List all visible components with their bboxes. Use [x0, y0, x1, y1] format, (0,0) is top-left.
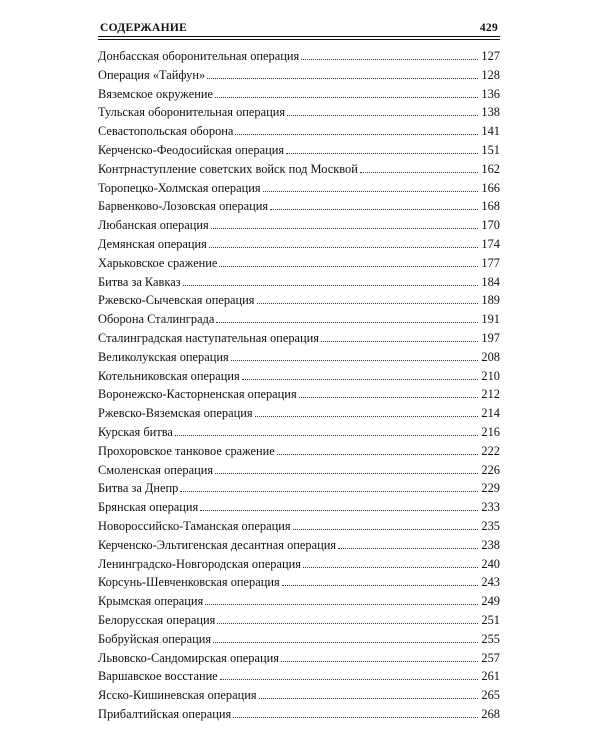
toc-dot-leader	[211, 228, 478, 229]
toc-entry	[98, 611, 500, 630]
toc-entry	[98, 367, 500, 386]
toc-entry	[98, 103, 500, 122]
toc-entry	[98, 404, 500, 423]
toc-entry-title: Керченско-Эльтигенская десантная операция	[98, 537, 337, 552]
toc-entry-page: 238	[481, 537, 500, 552]
toc-entry-page: 240	[481, 556, 500, 571]
toc-dot-leader	[215, 97, 478, 98]
toc-entry	[98, 179, 500, 198]
toc-entry-page: 138	[481, 105, 500, 120]
toc-entry	[98, 479, 500, 498]
toc-entry-page: 257	[481, 650, 500, 665]
toc-entry	[98, 85, 500, 104]
toc-entry	[98, 630, 500, 649]
toc-entry-page: 235	[481, 518, 500, 533]
toc-entry-page: 226	[481, 462, 500, 477]
toc-dot-leader	[175, 435, 478, 436]
toc-entry-page: 174	[481, 236, 500, 251]
toc-entry-title: Белорусская операция	[98, 612, 216, 627]
toc-entry-title: Вяземское окружение	[98, 86, 213, 101]
toc-entry-page: 151	[481, 142, 500, 157]
running-header	[98, 16, 500, 34]
toc-entry-page: 141	[481, 124, 500, 139]
toc-dot-leader	[321, 341, 478, 342]
toc-entry-page: 177	[481, 255, 500, 270]
toc-entry-title: Ленинградско-Новгородская операция	[98, 556, 301, 571]
toc-entry-title: Донбасская оборонительная операция	[98, 49, 300, 63]
toc-dot-leader	[338, 548, 478, 549]
toc-entry	[98, 160, 500, 179]
toc-dot-leader	[263, 191, 478, 192]
toc-entry-title: Воронежско-Касторненская операция	[98, 387, 297, 402]
toc-entry-page: 216	[481, 424, 500, 439]
toc-entry-title: Демянская операция	[98, 236, 207, 251]
toc-dot-leader	[180, 491, 478, 492]
toc-entry-page: 189	[481, 293, 500, 308]
toc-entry	[98, 216, 500, 235]
toc-entry-page: 214	[481, 406, 500, 421]
header-title: СОДЕРЖАНИЕ	[100, 22, 188, 34]
toc-dot-leader	[282, 585, 478, 586]
toc-entry	[98, 686, 500, 705]
toc-dot-leader	[301, 59, 478, 60]
toc-entry-title: Великолукская операция	[98, 349, 229, 364]
toc-entry-title: Любанская операция	[98, 218, 209, 233]
toc-entry-title: Тульская оборонительная операция	[98, 105, 286, 120]
toc-entry-title: Оборона Сталинграда	[98, 312, 215, 327]
toc-dot-leader	[293, 529, 478, 530]
toc-entry-page: 233	[481, 500, 500, 515]
toc-dot-leader	[259, 698, 478, 699]
toc-entry	[98, 348, 500, 367]
toc-entry-page: 212	[481, 387, 500, 402]
toc-dot-leader	[213, 642, 478, 643]
toc-entry	[98, 536, 500, 555]
header-rule-thin	[98, 39, 500, 40]
toc-entry	[98, 122, 500, 141]
toc-dot-leader	[220, 679, 478, 680]
toc-entry-page: 261	[481, 669, 500, 684]
toc-entry-title: Смоленская операция	[98, 462, 214, 477]
toc-entry-title: Крымская операция	[98, 594, 204, 609]
header-page-number: 429	[479, 22, 498, 34]
toc-entry-page: 265	[481, 688, 500, 703]
toc-entry	[98, 254, 500, 273]
toc-entry-page: 170	[481, 218, 500, 233]
toc-entry-page: 128	[481, 67, 500, 82]
toc-entry-title: Операция «Тайфун»	[98, 67, 206, 82]
toc-entry	[98, 66, 500, 85]
toc-dot-leader	[287, 115, 478, 116]
toc-dot-leader	[205, 604, 478, 605]
toc-entry-page: 191	[481, 312, 500, 327]
toc-entry-title: Контрнаступление советских войск под Москвой	[98, 161, 358, 176]
toc-entry	[98, 47, 500, 66]
toc-entry-title: Сталинградская наступательная операция	[98, 330, 319, 345]
toc-entry-title: Прибалтийская операция	[98, 706, 232, 721]
toc-entry-title: Львовско-Сандомирская операция	[98, 650, 279, 665]
toc-entry-page: 229	[481, 481, 500, 496]
toc-entry	[98, 592, 500, 611]
toc-entry	[98, 649, 500, 668]
toc-dot-leader	[270, 209, 478, 210]
toc-entry	[98, 291, 500, 310]
toc-entry-title: Котельниковская операция	[98, 368, 240, 383]
toc-entry-title: Севастопольская оборона	[98, 124, 234, 139]
toc-dot-leader	[303, 567, 478, 568]
toc-dot-leader	[183, 285, 478, 286]
toc-dot-leader	[235, 134, 478, 135]
table-of-contents	[98, 47, 500, 724]
toc-entry	[98, 517, 500, 536]
toc-entry	[98, 423, 500, 442]
toc-entry-page: 166	[481, 180, 500, 195]
toc-entry	[98, 442, 500, 461]
toc-entry-page: 210	[481, 368, 500, 383]
toc-dot-leader	[257, 303, 479, 304]
toc-entry-title: Битва за Днепр	[98, 481, 179, 496]
toc-entry-title: Брянская операция	[98, 500, 199, 515]
toc-entry-page: 222	[481, 443, 500, 458]
toc-entry-page: 136	[481, 86, 500, 101]
toc-entry-page: 184	[481, 274, 500, 289]
toc-entry-page: 168	[481, 199, 500, 214]
toc-entry	[98, 197, 500, 216]
toc-entry-title: Прохоровское танковое сражение	[98, 443, 275, 458]
toc-entry-title: Ржевско-Сычевская операция	[98, 293, 255, 308]
book-page	[98, 16, 500, 724]
toc-dot-leader	[299, 397, 478, 398]
toc-dot-leader	[216, 322, 478, 323]
toc-dot-leader	[286, 153, 478, 154]
toc-entry	[98, 705, 500, 724]
toc-entry	[98, 310, 500, 329]
toc-dot-leader	[242, 379, 478, 380]
toc-entry-title: Варшавское восстание	[98, 669, 218, 684]
toc-entry-title: Торопецко-Холмская операция	[98, 180, 261, 195]
toc-entry-title: Барвенково-Лозовская операция	[98, 199, 269, 214]
toc-entry-page: 249	[481, 594, 500, 609]
toc-entry	[98, 555, 500, 574]
toc-dot-leader	[281, 661, 478, 662]
toc-entry	[98, 385, 500, 404]
toc-entry-page: 251	[481, 612, 500, 627]
toc-entry-title: Бобруйская операция	[98, 631, 212, 646]
toc-dot-leader	[217, 623, 478, 624]
toc-entry	[98, 141, 500, 160]
toc-entry-page: 162	[481, 161, 500, 176]
toc-entry-title: Корсунь-Шевченковская операция	[98, 575, 280, 590]
toc-dot-leader	[360, 172, 478, 173]
header-rule	[98, 36, 500, 37]
toc-entry-page: 255	[481, 631, 500, 646]
toc-dot-leader	[231, 360, 478, 361]
toc-dot-leader	[207, 78, 478, 79]
toc-entry-page: 127	[481, 49, 500, 63]
toc-entry-title: Новороссийско-Таманская операция	[98, 518, 291, 533]
toc-dot-leader	[277, 454, 478, 455]
toc-entry	[98, 573, 500, 592]
toc-dot-leader	[255, 416, 478, 417]
toc-dot-leader	[233, 717, 478, 718]
toc-entry-page: 197	[481, 330, 500, 345]
toc-entry-title: Харьковское сражение	[98, 255, 218, 270]
toc-entry	[98, 235, 500, 254]
toc-entry-page: 243	[481, 575, 500, 590]
toc-entry-title: Керченско-Феодосийская операция	[98, 142, 285, 157]
toc-entry-page: 208	[481, 349, 500, 364]
toc-dot-leader	[209, 247, 478, 248]
toc-entry	[98, 461, 500, 480]
toc-entry-title: Ржевско-Вяземская операция	[98, 406, 253, 421]
toc-entry-page: 268	[481, 706, 500, 721]
toc-entry-title: Курская битва	[98, 424, 173, 439]
toc-dot-leader	[219, 266, 478, 267]
toc-entry-title: Битва за Кавказ	[98, 274, 181, 289]
toc-dot-leader	[200, 510, 478, 511]
toc-entry-title: Ясско-Кишиневская операция	[98, 688, 257, 703]
toc-dot-leader	[215, 473, 478, 474]
toc-entry	[98, 667, 500, 686]
toc-entry	[98, 329, 500, 348]
toc-entry	[98, 273, 500, 292]
toc-entry	[98, 498, 500, 517]
